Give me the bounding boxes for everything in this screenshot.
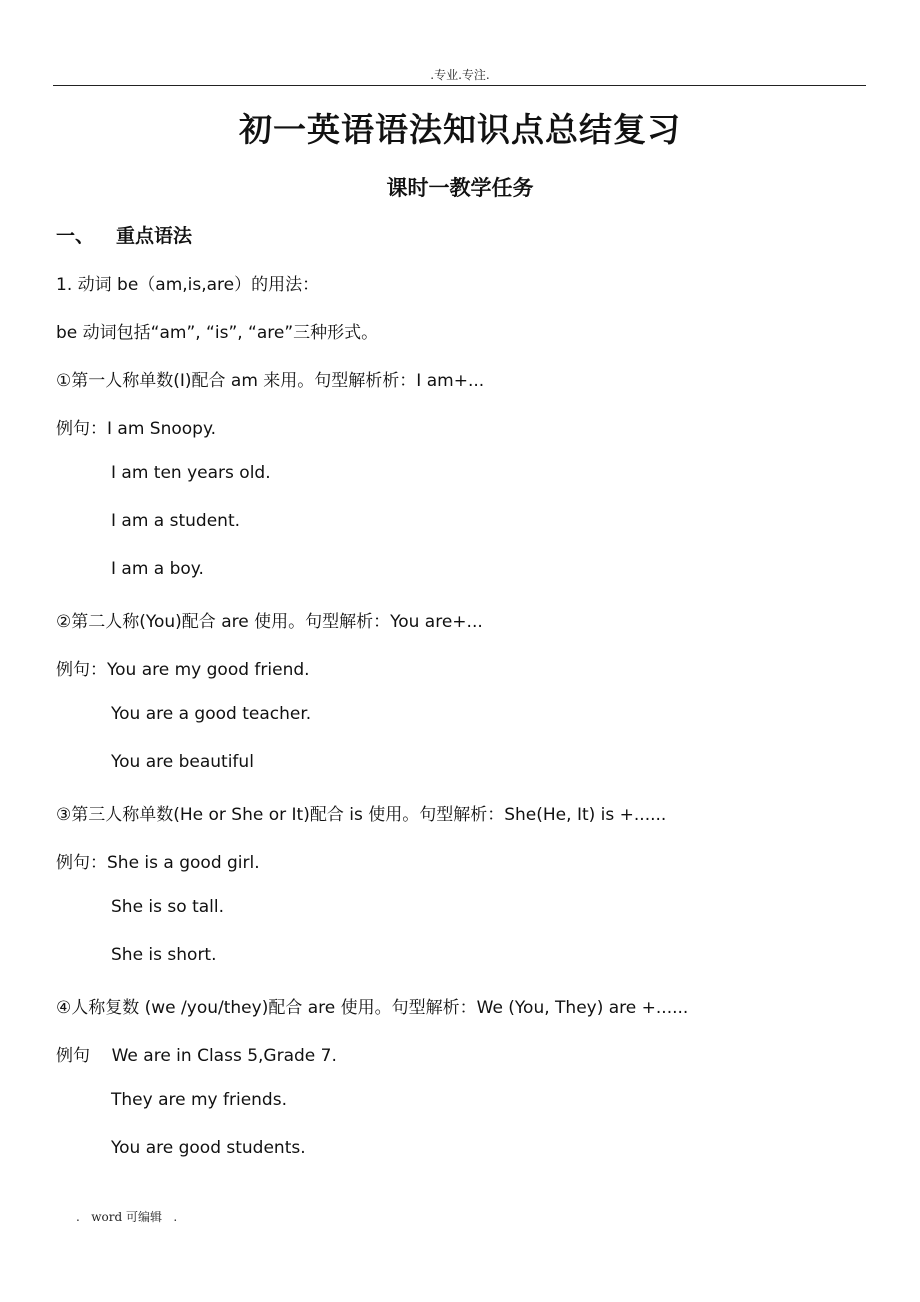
example-line: She is so tall. — [111, 897, 225, 917]
paragraph-line: ④人称复数 (we /you/they)配合 are 使用。句型解析：We (You, They) are +...... — [56, 998, 689, 1018]
example-line: 例句：You are my good friend. — [56, 660, 310, 680]
section-number: 一、 — [56, 225, 95, 247]
paragraph-line: ①第一人称单数(I)配合 am 来用。句型解析析：I am+... — [56, 371, 485, 391]
example-line: You are good students. — [111, 1138, 306, 1158]
section-heading — [56, 221, 192, 248]
document-subtitle: 课时一教学任务 — [386, 176, 534, 200]
example-line: They are my friends. — [111, 1090, 287, 1110]
example-line: 例句：I am Snoopy. — [56, 419, 216, 439]
example-line: You are beautiful — [111, 752, 254, 772]
paragraph-line: ②第二人称(You)配合 are 使用。句型解析：You are+... — [56, 612, 483, 632]
paragraph-line: be 动词包括“am”, “is”, “are”三种形式。 — [56, 323, 379, 343]
header-divider — [53, 85, 866, 86]
example-line: I am a student. — [111, 511, 241, 531]
document-title: 初一英语语法知识点总结复习 — [239, 110, 681, 149]
example-line: 例句 We are in Class 5,Grade 7. — [56, 1046, 337, 1066]
example-line: She is short. — [111, 945, 217, 965]
section-label: 重点语法 — [116, 225, 193, 247]
example-line: I am a boy. — [111, 559, 204, 579]
example-line: You are a good teacher. — [111, 704, 312, 724]
page-footer: . word 可编辑 . — [76, 1210, 178, 1224]
paragraph-line: ③第三人称单数(He or She or It)配合 is 使用。句型解析：She(He, It) is +...... — [56, 805, 667, 825]
example-line: I am ten years old. — [111, 463, 271, 483]
paragraph-line: 1. 动词 be（am,is,are）的用法： — [56, 275, 320, 295]
page-header: .专业.专注. — [430, 68, 490, 82]
example-line: 例句：She is a good girl. — [56, 853, 260, 873]
